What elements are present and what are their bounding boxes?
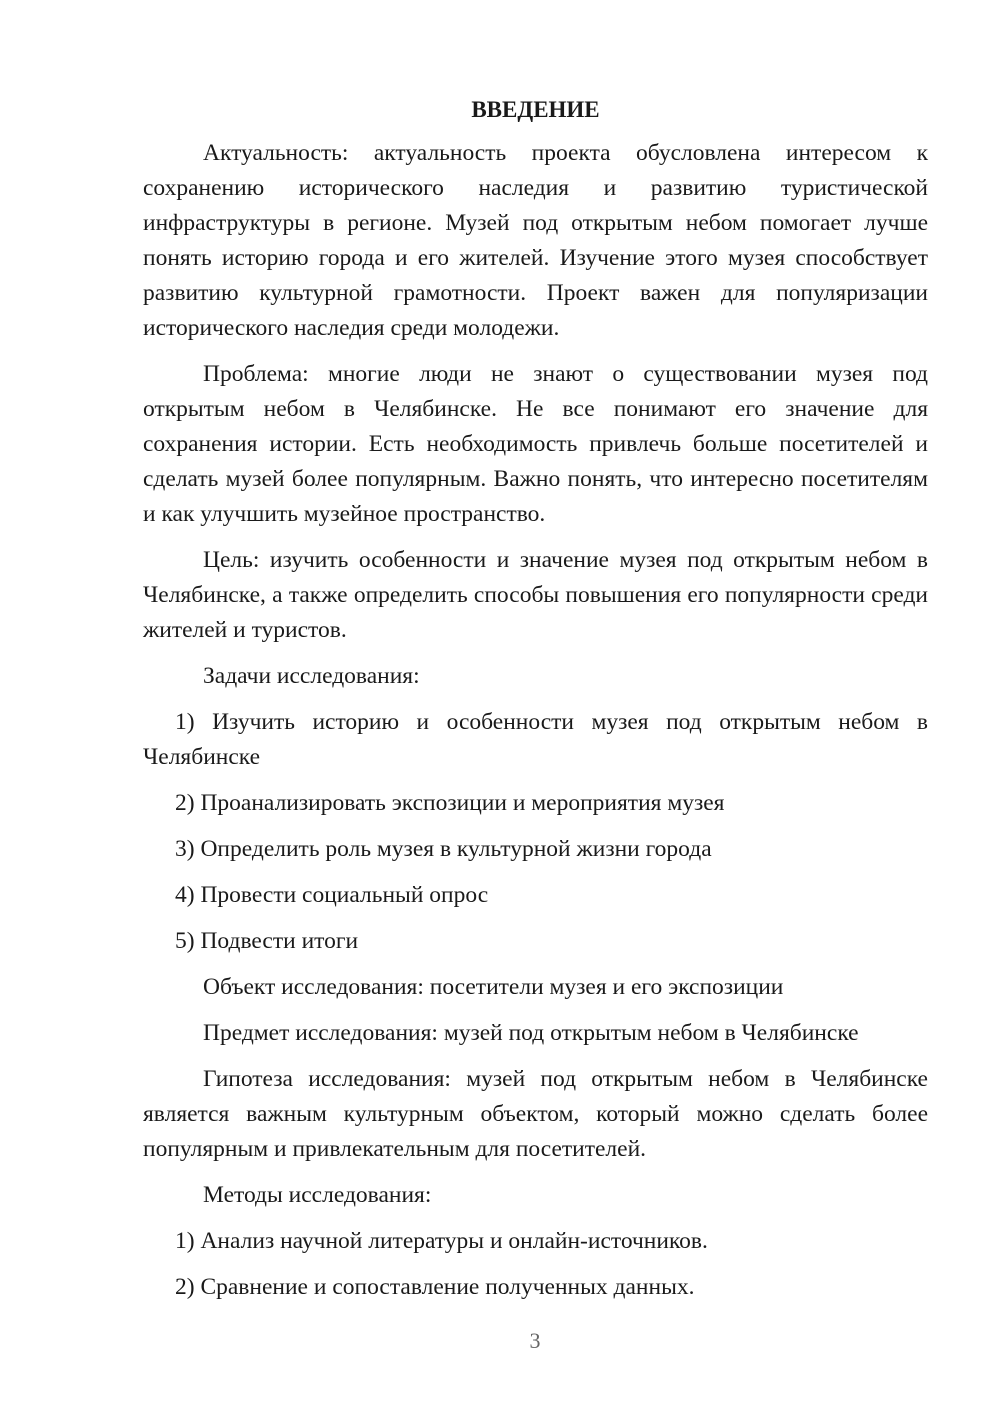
paragraph-hypothesis: Гипотеза исследования: музей под открытым небом в Челябинске является важным культурным объектом, который можно сделать более популярным и привлекательным для посетителей. bbox=[143, 1066, 928, 1162]
task-item-4: 4) Провести социальный опрос bbox=[175, 882, 489, 908]
page-number: 3 bbox=[529, 1328, 541, 1353]
paragraph-relevance: Актуальность: актуальность проекта обусловлена интересом к сохранению исторического наследия и развитию туристической инфраструктуры в регионе. Музей под открытым небом помогает лучше понять историю города и его жителей. Изучение этого музея способствует развитию культурной грамотности. Проект важен для популяризации исторического наследия среди молодежи. bbox=[143, 140, 928, 341]
task-item-5: 5) Подвести итоги bbox=[175, 928, 359, 954]
task-item-3: 3) Определить роль музея в культурной жизни города bbox=[175, 836, 712, 862]
methods-label: Методы исследования: bbox=[203, 1182, 432, 1208]
method-item-1: 1) Анализ научной литературы и онлайн-источников. bbox=[175, 1228, 708, 1254]
paragraph-problem: Проблема: многие люди не знают о существовании музея под открытым небом в Челябинске. Не все понимают его значение для сохранения истории. Есть необходимость привлечь больше посетителей и сделать музей более популярным. Важно понять, что интересно посетителям и как улучшить музейное пространство. bbox=[143, 361, 928, 527]
paragraph-object: Объект исследования: посетители музея и его экспозиции bbox=[203, 974, 784, 1000]
method-item-2: 2) Сравнение и сопоставление полученных данных. bbox=[175, 1274, 695, 1300]
page-content bbox=[143, 92, 928, 1316]
section-heading: ВВЕДЕНИЕ bbox=[471, 97, 600, 122]
paragraph-goal: Цель: изучить особенности и значение музея под открытым небом в Челябинске, а также определить способы повышения его популярности среди жителей и туристов. bbox=[143, 547, 928, 643]
paragraph-subject: Предмет исследования: музей под открытым небом в Челябинске bbox=[203, 1020, 859, 1046]
tasks-label: Задачи исследования: bbox=[203, 663, 420, 689]
task-item-1: 1) Изучить историю и особенности музея под открытым небом в Челябинске bbox=[143, 709, 928, 770]
task-item-2: 2) Проанализировать экспозиции и мероприятия музея bbox=[175, 790, 725, 816]
